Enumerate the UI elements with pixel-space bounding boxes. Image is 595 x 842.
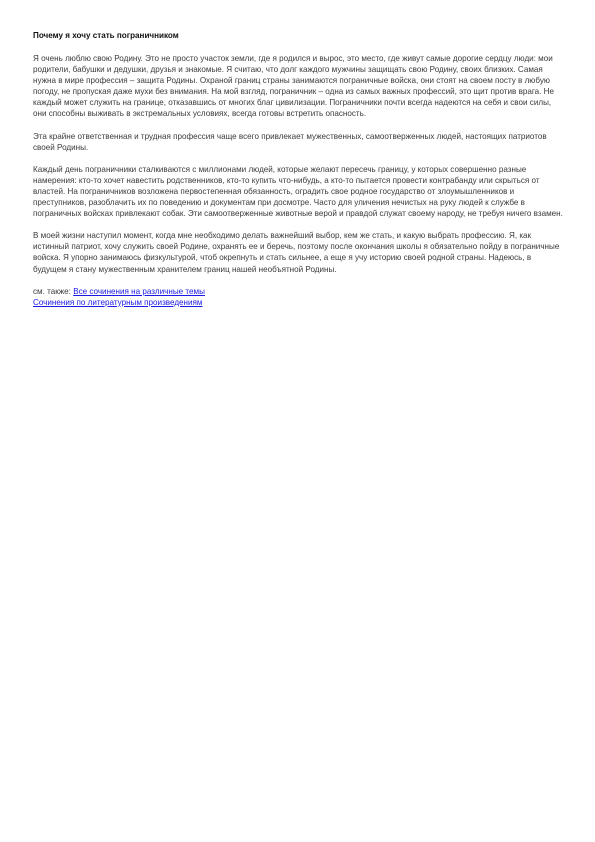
see-also-label: см. также: — [33, 286, 74, 296]
see-also-row — [33, 286, 563, 297]
document-content — [33, 30, 563, 308]
paragraph-1: Я очень люблю свою Родину. Это не просто участок земли, где я родился и вырос, это место, где живут самые дорогие сердцу люди: мои родители, бабушки и дедушки, друзья и знакомые. Я считаю, что долг каждого мужчины защищать свою Родину, своих близких. Самая нужна в мире профессия – защита Родины. Охраной границ страны занимаются пограничные войска, они стоят на своем посту в любую погоду, не пропуская даже мухи без внимания. На мой взгляд, пограничник – одна из самых важных профессий, это щит против врага. Не каждый может служить на границе, отказавшись от многих благ цивилизации. Пограничники почти всегда надеются на себя и свои силы, они способны выживать в экстремальных условиях, всегда готовы встретить опасность. — [33, 54, 554, 119]
see-also-row-2 — [33, 297, 563, 308]
link-all-essays[interactable]: Все сочинения на различные темы — [73, 286, 205, 296]
paragraph-2: Эта крайне ответственная и трудная профессия чаще всего привлекает мужественных, самоотверженных людей, настоящих патриотов своей Родины. — [33, 131, 547, 152]
see-also-section — [33, 286, 563, 308]
paragraph-4: В моей жизни наступил момент, когда мне необходимо делать важнейший выбор, кем же стать, и какую выбрать профессию. Я, как истинный патриот, хочу служить своей Родине, охранять ее и беречь, поэтому после окончания школы я обязательно пойду в пограничные войска. Я упорно занимаюсь физкультурой, чтоб окрепнуть и стать сильнее, а еще я учу историю своей родной страны. Надеюсь, в будущем я стану мужественным хранителем границ нашей необъятной Родины. — [33, 231, 560, 274]
document-title: Почему я хочу стать пограничником — [33, 31, 179, 40]
link-literature-essays[interactable]: Сочинения по литературным произведениям — [33, 297, 203, 307]
paragraph-3: Каждый день пограничники сталкиваются с миллионами людей, которые желают пересечь границу, у которых совершенно разные намерения: кто-то хочет навестить родственников, кто-то купить что-нибудь, а кто-то пытается провести контрабанду или скрыться от властей. На пограничников возложена первостепенная обязанность, оградить свое родное государство от злоумышленников и преступников, разоблачить их по поведению и документам при досмотре. Часто для уличения нечистых на руку людей к службе в пограничных войсках привлекают собак. Эти самоотверженные животные верой и правдой служат своему народу, не требуя ничего взамен. — [33, 164, 563, 219]
